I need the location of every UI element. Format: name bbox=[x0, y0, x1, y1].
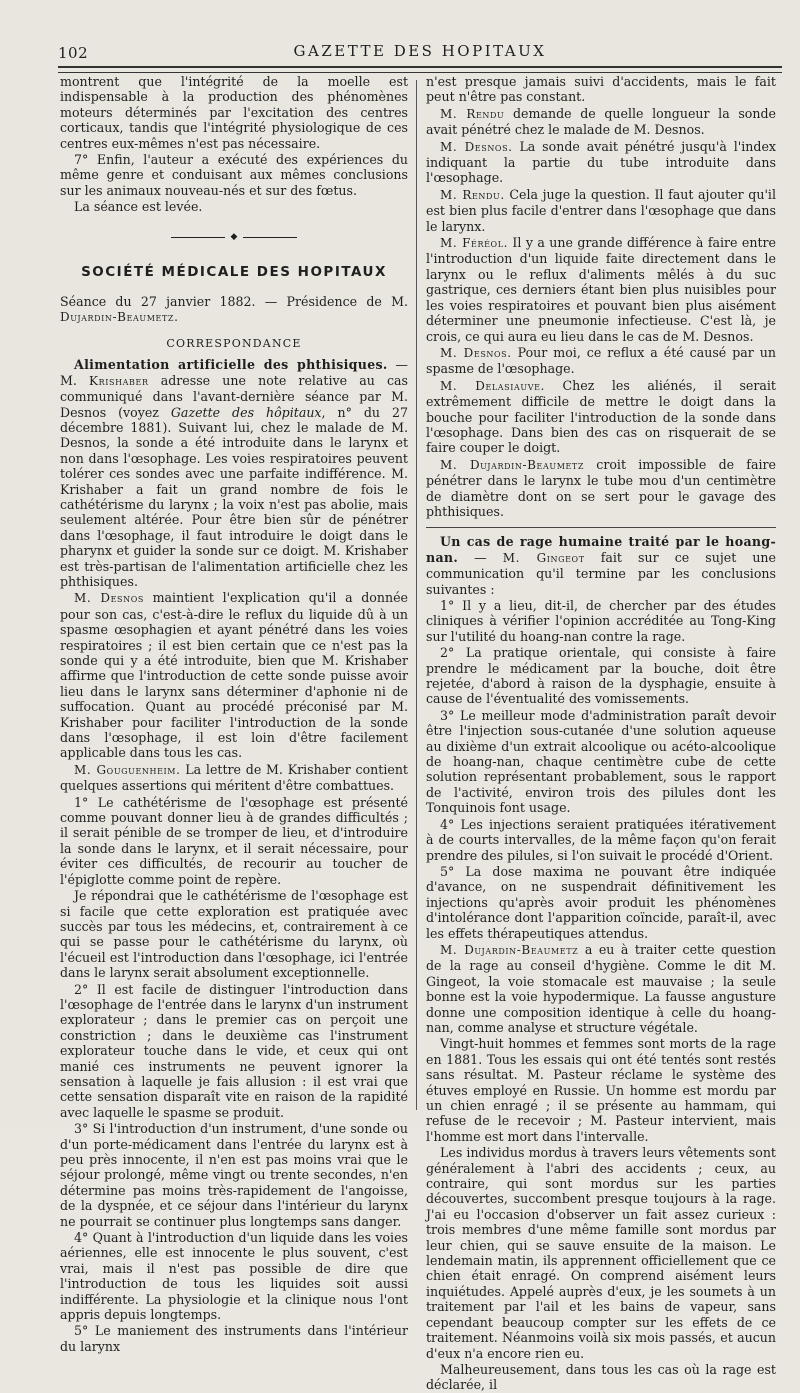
paragraph: M. Desnos. La sonde avait pénétré jusqu'à l'index indiquant la partie du tube introduite dans l'œsophage. bbox=[426, 138, 776, 186]
speaker-name: M. Gingeot bbox=[502, 550, 585, 565]
paragraph: Malheureusement, dans tous les cas où la rage est déclarée, il bbox=[426, 1361, 776, 1393]
section-title: SOCIÉTÉ MÉDICALE DES HOPITAUX bbox=[81, 263, 387, 280]
paragraph: 5° Le maniement des instruments dans l'intérieur du larynx bbox=[60, 1323, 408, 1354]
article-divider bbox=[426, 527, 776, 528]
paragraph: 1° Le cathétérisme de l'œsophage est présenté comme pouvant donner lieu à de grandes difficultés ; il serait pénible de se tromper de lieu, et d'introduire la sonde dans le larynx, et il serait nécessaire, pour éviter ces difficultés, de recourir au toucher de l'épiglotte comme point de repère. bbox=[60, 794, 408, 887]
paragraph: M. Dujardin-Beaumetz a eu à traiter cette question de la rage au conseil d'hygiène. Comme le dit M. Gingeot, la voie stomacale est mauvaise ; la seule bonne est la voie hypodermique. La fausse angusture donne une composition identique à celle du hoang-nan, comme analyse et structure végétale. bbox=[426, 941, 777, 1035]
paragraph: M. Féréol. Il y a une grande différence à faire entre l'introduction d'un liquide faite directement dans le larynx ou le reflux d'aliments mêlés à du suc gastrique, ces derniers étant bien plus nuisibles pour les voies respiratoires et pouvant bien plus aisément déterminer une pneumonie infectieuse. C'est là, je crois, ce qui aura eu lieu dans le cas de M. Desnos. bbox=[426, 235, 776, 344]
right-column bbox=[426, 74, 777, 1393]
paragraph: 3° Si l'introduction d'un instrument, d'une sonde ou d'un porte-médicament dans l'entrée du larynx est à peu près innocente, il n'en est pas moins vrai que le séjour prolongé, même vingt ou trente secondes, n'en détermine pas moins très-rapidement de l'angoisse, de la dyspnée, et ce séjour dans l'intérieur du larynx ne pourrait se continuer plus longtemps sans danger. bbox=[60, 1121, 408, 1229]
article-title: Un cas de rage humaine traité par le hoang-nan. bbox=[426, 534, 776, 565]
session-text: Séance du 27 janvier 1882. — Présidence de M. bbox=[60, 294, 408, 310]
speaker-name: M. Gouguenheim. bbox=[74, 762, 181, 777]
paragraph: Je répondrai que le cathétérisme de l'œsophage est si facile que cette exploration est pratiquée avec succès par tous les médecins, et, contrairement à ce qui se passe pour le cathétérisme du larynx, où l'écueil est l'introduction dans l'œsophage, ici l'entrée dans le larynx serait absolument exceptionnelle. bbox=[60, 888, 408, 981]
paragraph: M. Delasiauve. Chez les aliénés, il serait extrêmement difficile de mettre le doigt dans la bouche pour faciliter l'introduction de la sonde dans l'œsophage. Dans bien des cas on risquerait de se faire couper le doigt. bbox=[426, 377, 776, 456]
ornamental-divider: ◆ bbox=[60, 225, 408, 251]
paragraph: Vingt-huit hommes et femmes sont morts de la rage en 1881. Tous les essais qui ont été tentés sont restés sans résultat. M. Pasteur réclame le système des étuves employé en Russie. Un homme est mordu par un chien enragé ; il se présente au hammam, qui refuse de le recevoir ; M. Pasteur intervient, mais l'homme est mort dans l'intervalle. bbox=[426, 1036, 776, 1144]
speaker-name: M. Rendu. bbox=[440, 187, 505, 202]
speaker-name: M. Dujardin-Beaumetz bbox=[440, 457, 585, 472]
paragraph: 7° Enfin, l'auteur a exécuté des expériences du même genre et conduisant aux mêmes conclusions sur les animaux nouveau-nés et sur des fœtus. bbox=[60, 152, 408, 198]
paragraph: n'est presque jamais suivi d'accidents, mais le fait peut n'être pas constant. bbox=[426, 74, 776, 105]
speaker-name: M. Desnos. bbox=[440, 139, 513, 154]
paragraph: 4° Les injections seraient pratiquées itérativement à de courts intervalles, de la même façon qu'on ferait prendre des pilules, si l'on suivait le procédé d'Orient. bbox=[426, 816, 776, 863]
article-title: Alimentation artificielle des phthisiques. bbox=[74, 357, 388, 373]
speaker-name: M. Desnos bbox=[74, 591, 144, 606]
paragraph: M. Rendu. Cela juge la question. Il faut ajouter qu'il est bien plus facile d'entrer dans l'œsophage que dans le larynx. bbox=[426, 186, 776, 234]
paragraph: M. Gouguenheim. La lettre de M. Krishaber contient quelques assertions qui méritent d'être combattues. bbox=[60, 761, 408, 794]
speaker-name: Krishaber bbox=[89, 373, 149, 388]
paragraph: M. Dujardin-Beaumetz croit impossible de faire pénétrer dans le larynx le tube mou d'un centimètre de diamètre dont on se sert pour le gavage des phthisiques. bbox=[426, 456, 776, 519]
paragraph: 2° La pratique orientale, qui consiste à faire prendre le médicament par la bouche, doit être rejetée, d'abord à raison de la dysphagie, ensuite à cause de l'éventualité des vomissements. bbox=[426, 645, 776, 707]
paragraph: M. Desnos maintient l'explication qu'il a donnée pour son cas, c'est-à-dire le reflux du liquide dû à un spasme œsophagien et ayant pénétré dans les voies respiratoires ; il est bien certain que ce n'est pas la sonde qui y a été introduite, bien que M. Krishaber affirme que l'introduction de cette sonde puisse avoir lieu dans le larynx sans déterminer d'aphonie ni de suffocation. Quant au procédé préconisé par M. Krishaber pour faciliter l'introduction de la sonde dans l'œsophage, il est loin d'être facilement applicable dans tous les cas. bbox=[60, 590, 409, 761]
paragraph: La séance est levée. bbox=[74, 199, 203, 215]
speaker-name: M. Féréol. bbox=[440, 236, 509, 251]
header-rule bbox=[58, 66, 782, 73]
session-line bbox=[60, 294, 408, 326]
session-president: Dujardin-Beaumetz. bbox=[60, 310, 179, 325]
journal-title: GAZETTE DES HOPITAUX bbox=[293, 42, 547, 60]
correspondence-heading: CORRESPONDANCE bbox=[166, 336, 302, 350]
left-column bbox=[60, 74, 409, 1354]
paragraph: 3° Le meilleur mode d'administration paraît devoir être l'injection sous-cutanée d'une solution aqueuse au dixième d'un extrait alcoolique ou acéto-alcoolique de hoang-nan, chaque centimètre cube de cette solution représentant probablement, sous le rapport de l'activité, environ trois des pilules dont les Tonquinois font usage. bbox=[426, 707, 776, 816]
paragraph: M. Desnos. Pour moi, ce reflux a été causé par un spasme de l'œsophage. bbox=[426, 344, 776, 377]
journal-reference: Gazette des hôpitaux bbox=[170, 404, 322, 420]
speaker-name: M. Desnos. bbox=[440, 345, 512, 360]
paragraph: Les individus mordus à travers leurs vêtements sont généralement à l'abri des accidents ; ceux, au contraire, qui sont mordus sur les parties découvertes, succombent presque toujours à la rage. J'ai eu l'occasion d'observer un fait assez curieux : trois membres d'une même famille sont mordus par leur chien, qui se sauve ensuite de la maison. Le lendemain matin, ils apprennent officiellement que ce chien était enragé. On comprend aisément leurs inquiétudes. Appelé auprès d'eux, je les soumets à un traitement par l'ail et les bains de vapeur, sans cependant beaucoup compter sur les effets de ce traitement. Néanmoins voilà six mois passés, et aucun d'eux n'a encore rien eu. bbox=[426, 1145, 776, 1361]
paragraph: montrent que l'intégrité de la moelle est indispensable à la production des phénomènes moteurs déterminés par l'excitation des centres corticaux, tandis que l'intégrité physiologique de ces centres eux-mêmes n'est pas nécessaire. bbox=[60, 74, 408, 151]
page-number: 102 bbox=[58, 44, 89, 62]
speaker-name: M. Dujardin-Beaumetz bbox=[440, 942, 579, 957]
article-paragraph: Un cas de rage humaine traité par le hoang-nan. — M. Gingeot fait sur ce sujet une communication qu'il termine par les conclusions suivantes : bbox=[426, 534, 777, 597]
paragraph: 1° Il y a lieu, dit-il, de chercher par des études cliniques à vérifier l'opinion accréditée au Tong-King sur l'utilité du hoang-nan contre la rage. bbox=[426, 598, 776, 644]
article-paragraph: Alimentation artificielle des phthisiques. — M. Krishaber adresse une note relative au cas communiqué dans l'avant-dernière séance par M. Desnos (voyez Gazette des hôpitaux, n° du 27 décembre 1881). Suivant lui, chez le malade de M. Desnos, la sonde a été introduite dans le larynx et non dans l'œsophage. Les voies respiratoires peuvent tolérer ces sondes avec une parfaite indifférence. M. Krishaber a fait un grand nombre de fois le cathétérisme du larynx ; la voix n'est pas abolie, mais seulement altérée. Pour être bien sûr de pénétrer dans l'œsophage, il faut introduire le doigt dans le pharynx et guider la sonde sur ce doigt. M. Krishaber est très-partisan de l'alimentation artificielle chez les phthisiques. bbox=[60, 357, 408, 589]
paragraph: M. Rendu demande de quelle longueur la sonde avait pénétré chez le malade de M. Desnos. bbox=[426, 105, 777, 138]
paragraph: 2° Il est facile de distinguer l'introduction dans l'œsophage de l'entrée dans le larynx d'un instrument explorateur ; dans le premier cas on perçoit une constriction ; dans le deuxième cas l'instrument explorateur touche dans le vide, et ceux qui ont manié ces instruments ne peuvent ignorer la sensation à laquelle je fais allusion : il est vrai que cette sensation disparaît vite en raison de la rapidité avec laquelle le spasme se produit. bbox=[60, 981, 408, 1120]
paragraph: 4° Quant à l'introduction d'un liquide dans les voies aériennes, elle est innocente le plus souvent, c'est vrai, mais il n'est pas possible de dire que l'introduction de tous les liquides soit aussi indifférente. La physiologie et la clinique nous l'ont appris depuis longtemps. bbox=[60, 1230, 408, 1323]
page-header bbox=[58, 40, 782, 64]
paragraph: 5° La dose maxima ne pouvant être indiquée d'avance, on ne suspendrait définitivement les injections qu'après avoir produit les phénomènes d'intolérance dont l'apparition coïncide, paraît-il, avec les effets thérapeutiques attendus. bbox=[426, 863, 776, 941]
column-separator bbox=[416, 80, 417, 1110]
speaker-name: M. Rendu bbox=[440, 106, 505, 121]
speaker-name: M. Delasiauve. bbox=[440, 378, 545, 393]
